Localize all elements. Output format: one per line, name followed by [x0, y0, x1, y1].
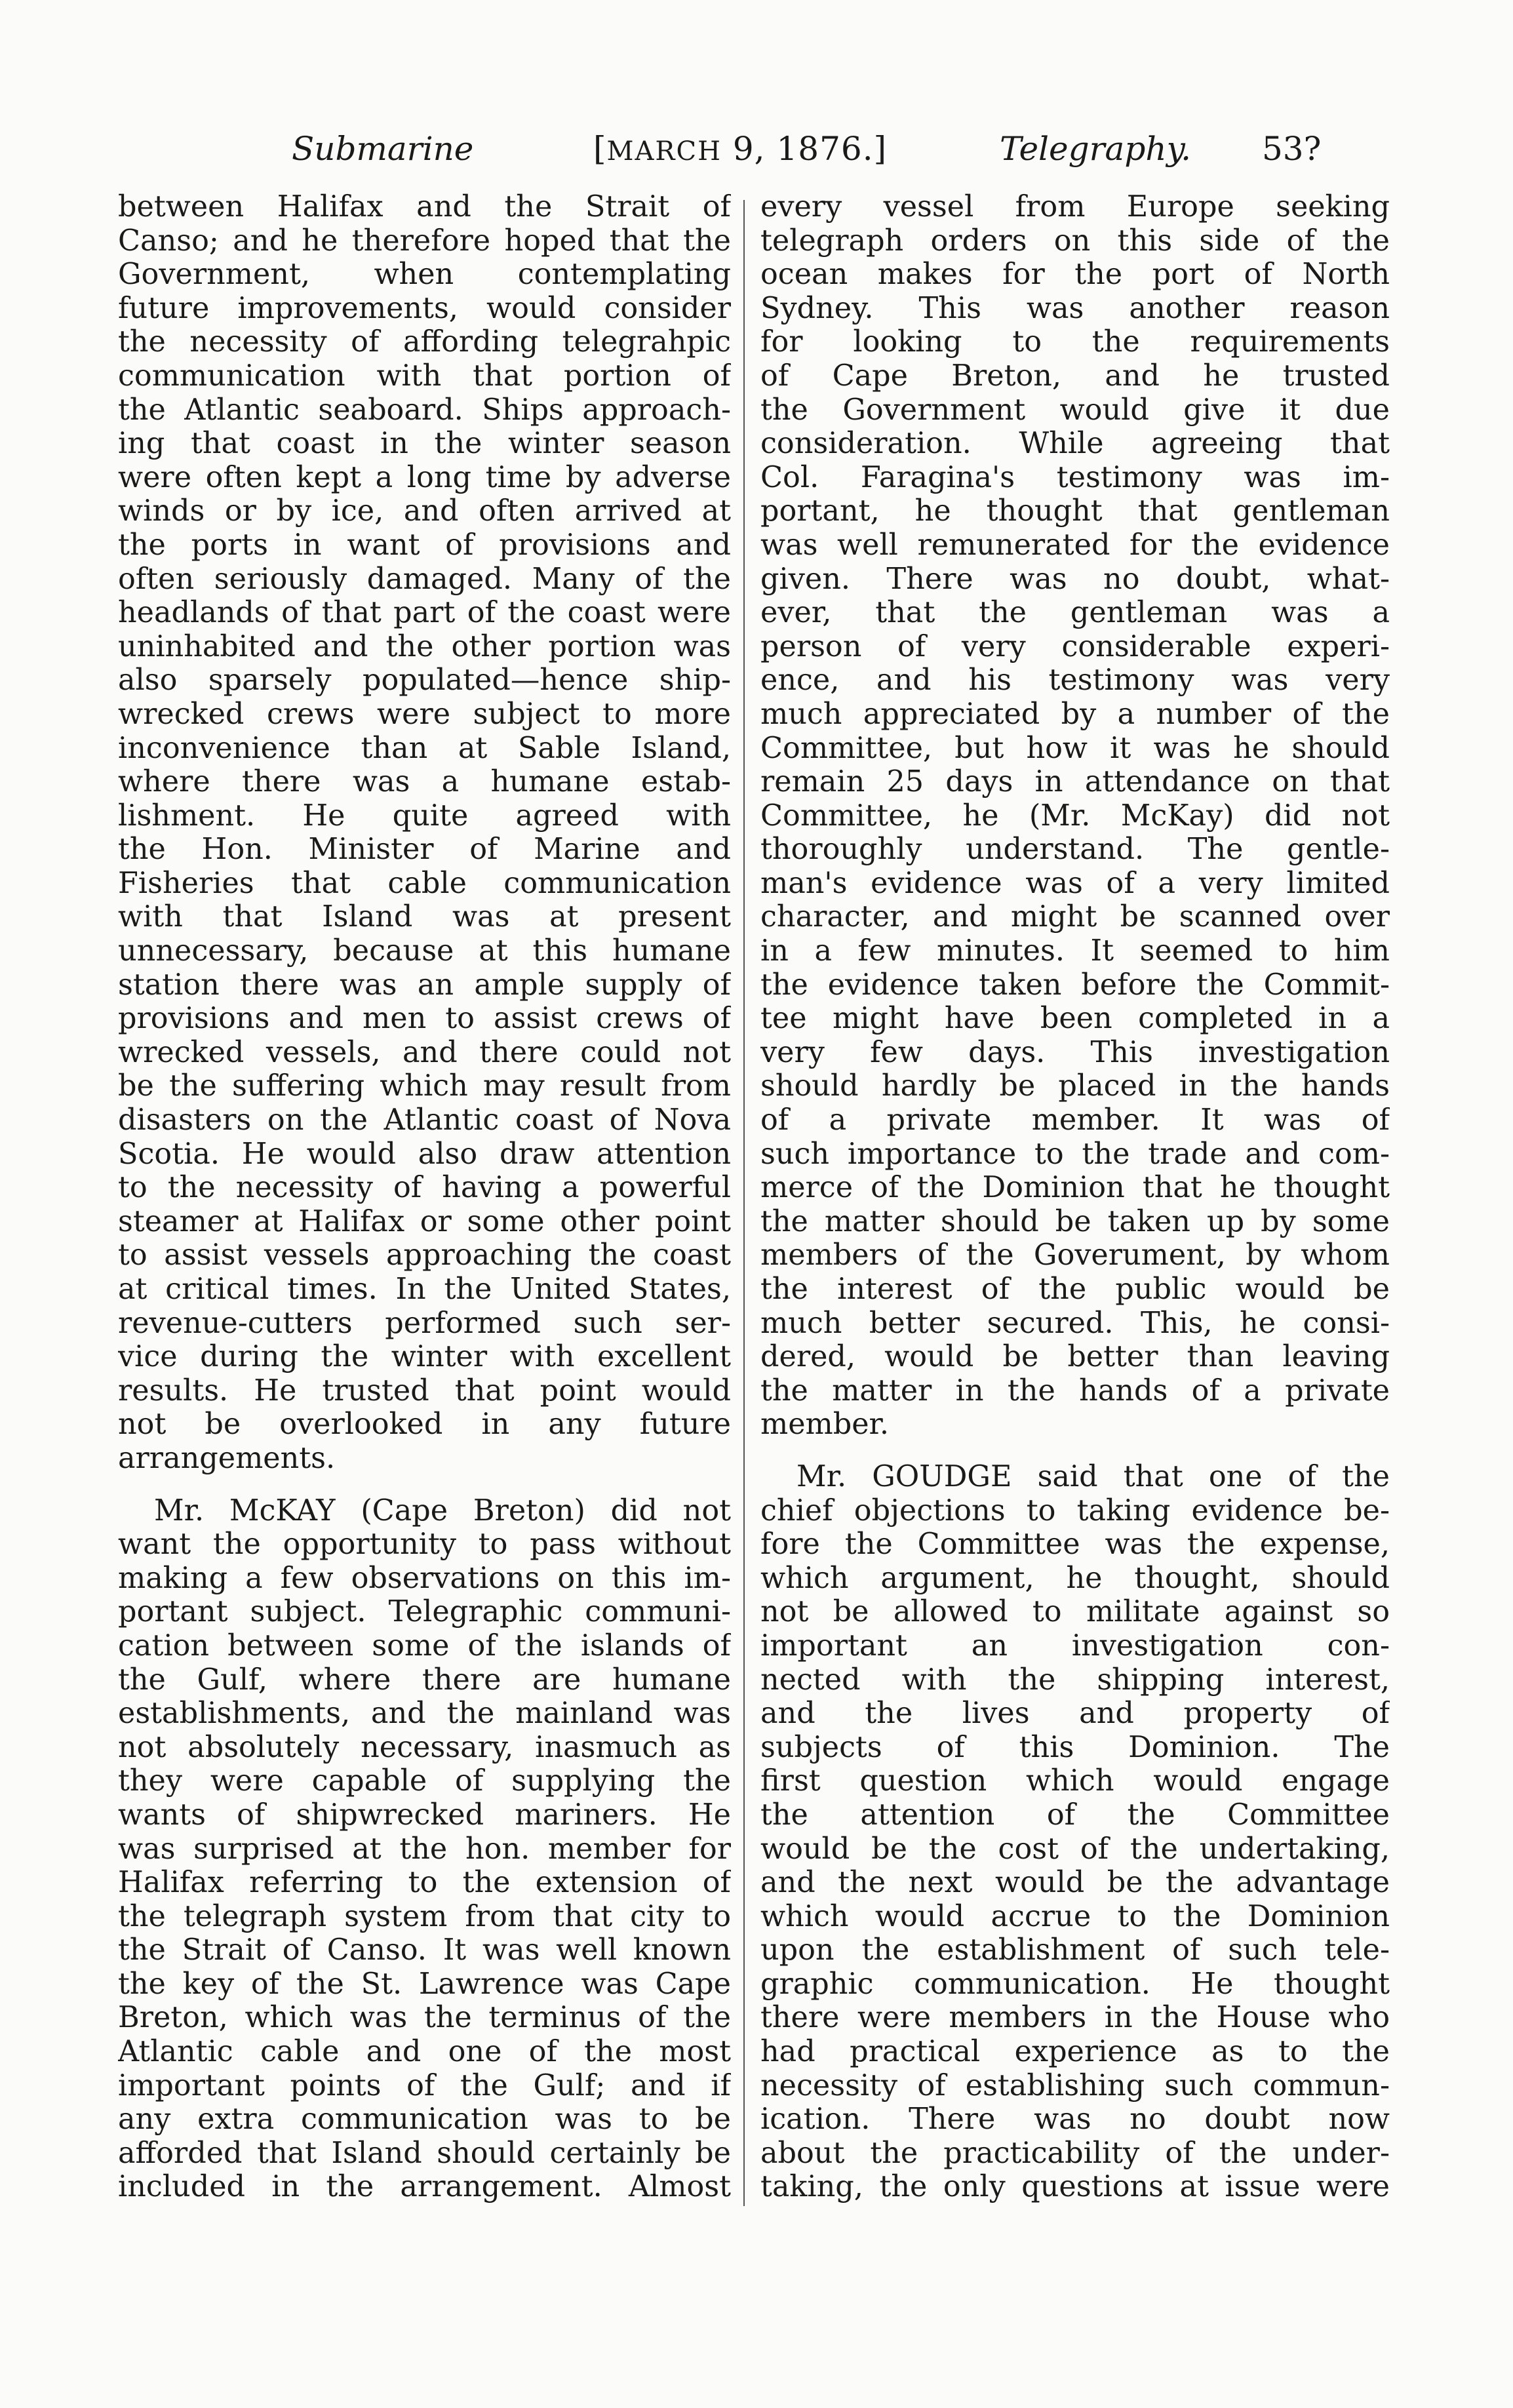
text-line: for looking to the requirements: [760, 325, 1390, 359]
page-header: [0, 130, 1513, 176]
text-line: the Government would give it due: [760, 393, 1390, 427]
text-line: establishments, and the mainland was: [118, 1697, 731, 1731]
text-line: Col. Faragina's testimony was im-: [760, 460, 1390, 494]
text-line: upon the establishment of such tele-: [760, 1933, 1390, 1967]
text-line: member.: [760, 1408, 890, 1442]
text-line: winds or by ice, and often arrived at: [118, 494, 731, 528]
text-line: Sydney. This was another reason: [760, 291, 1390, 325]
text-line: the attention of the Committee: [760, 1798, 1390, 1832]
text-line: person of very considerable experi-: [760, 629, 1390, 663]
text-line: uninhabited and the other portion was: [118, 629, 731, 663]
text-line: subjects of this Dominion. The: [760, 1730, 1390, 1764]
paragraph-gap: [760, 1442, 1390, 1460]
text-line: first question which would engage: [760, 1764, 1390, 1798]
text-line: had practical experience as to the: [760, 2035, 1390, 2069]
text-line: Mr. GOUDGE said that one of the: [796, 1459, 1390, 1493]
text-line: the Atlantic seaboard. Ships approach-: [118, 393, 731, 427]
text-line: nected with the shipping interest,: [760, 1663, 1390, 1697]
text-line: thoroughly understand. The gentle-: [760, 833, 1390, 867]
text-line: dered, would be better than leaving: [760, 1340, 1390, 1374]
text-line: Atlantic cable and one of the most: [118, 2035, 731, 2069]
text-line: every vessel from Europe seeking: [760, 190, 1390, 224]
text-line: Government, when contemplating: [118, 258, 731, 292]
text-line: to the necessity of having a powerful: [118, 1171, 731, 1205]
text-line: important points of the Gulf; and if: [118, 2068, 731, 2102]
text-line: vice during the winter with excellent: [118, 1340, 731, 1374]
text-line: disasters on the Atlantic coast of Nova: [118, 1103, 731, 1137]
text-line: results. He trusted that point would: [118, 1373, 731, 1408]
text-line: taking, the only questions at issue were: [760, 2170, 1390, 2204]
text-line: the Hon. Minister of Marine and: [118, 833, 731, 867]
text-line: revenue-cutters performed such ser-: [118, 1306, 731, 1340]
text-line: in a few minutes. It seemed to him: [760, 934, 1390, 968]
text-line: ever, that the gentleman was a: [760, 596, 1390, 630]
text-line: the interest of the public would be: [760, 1273, 1390, 1306]
text-line: much appreciated by a number of the: [760, 697, 1390, 731]
text-line: necessity of establishing such commun-: [760, 2068, 1390, 2102]
text-line: also sparsely populated—hence ship-: [118, 663, 731, 698]
text-line: not absolutely necessary, inasmuch as: [118, 1730, 731, 1764]
text-line: Fisheries that cable communication: [118, 866, 731, 900]
text-line: not be allowed to militate against so: [760, 1595, 1390, 1629]
text-line: there were members in the House who: [760, 2001, 1390, 2035]
text-line: they were capable of supplying the: [118, 1764, 731, 1798]
text-line: the key of the St. Lawrence was Cape: [118, 1967, 731, 2001]
text-line: not be overlooked in any future: [118, 1408, 731, 1442]
text-line: which argument, he thought, should: [760, 1561, 1390, 1595]
text-line: Halifax referring to the extension of: [118, 1866, 731, 1900]
text-line: the evidence taken before the Commit-: [760, 968, 1390, 1002]
text-line: and the next would be the advantage: [760, 1866, 1390, 1900]
text-line: headlands of that part of the coast were: [118, 596, 731, 630]
text-line: portant subject. Telegraphic communi-: [118, 1595, 731, 1629]
text-line: the necessity of affording telegrahpic: [118, 325, 731, 359]
text-line: would be the cost of the undertaking,: [760, 1832, 1390, 1866]
text-line: future improvements, would consider: [118, 291, 731, 325]
text-line: making a few observations on this im-: [118, 1561, 731, 1595]
text-line: members of the Goverument, by whom: [760, 1238, 1390, 1273]
text-line: portant, he thought that gentleman: [760, 494, 1390, 528]
text-line: any extra communication was to be: [118, 2102, 731, 2137]
text-line: with that Island was at present: [118, 900, 731, 934]
text-line: graphic communication. He thought: [760, 1967, 1390, 2001]
text-line: be the suffering which may result from: [118, 1069, 731, 1103]
paragraph-gap: [118, 1476, 731, 1494]
text-line: of a private member. It was of: [760, 1103, 1390, 1137]
text-line: very few days. This investigation: [760, 1035, 1390, 1069]
text-line: were often kept a long time by adverse: [118, 460, 731, 494]
text-line: man's evidence was of a very limited: [760, 866, 1390, 900]
text-line: ing that coast in the winter season: [118, 427, 731, 461]
text-line: which would accrue to the Dominion: [760, 1899, 1390, 1933]
text-line: wrecked vessels, and there could not: [118, 1035, 731, 1069]
running-head-date: [593, 130, 887, 168]
column-divider: [743, 200, 745, 2206]
text-line: cation between some of the islands of: [118, 1628, 731, 1663]
date-day-year: 9, 1876.]: [721, 130, 888, 168]
text-line: the matter should be taken up by some: [760, 1204, 1390, 1238]
text-line: important an investigation con-: [760, 1628, 1390, 1663]
text-line: remain 25 days in attendance on that: [760, 765, 1390, 799]
text-line: about the practicability of the under-: [760, 2136, 1390, 2170]
text-line: character, and might be scanned over: [760, 900, 1390, 934]
right-column: [760, 190, 1390, 2204]
text-line: such importance to the trade and com-: [760, 1137, 1390, 1171]
text-line: and the lives and property of: [760, 1697, 1390, 1731]
text-line: was well remunerated for the evidence: [760, 528, 1390, 562]
date-month: MARCH: [606, 136, 722, 167]
date-open-bracket: [: [593, 130, 607, 168]
text-line: should hardly be placed in the hands: [760, 1069, 1390, 1103]
text-line: ence, and his testimony was very: [760, 663, 1390, 698]
text-line: Mr. McKAY (Cape Breton) did not: [154, 1493, 731, 1528]
text-line: was surprised at the hon. member for: [118, 1832, 731, 1866]
text-line: ocean makes for the port of North: [760, 258, 1390, 292]
text-line: arrangements.: [118, 1441, 336, 1475]
text-line: Breton, which was the terminus of the: [118, 2001, 731, 2035]
running-head-left: Submarine: [292, 130, 474, 168]
text-line: lishment. He quite agreed with: [118, 799, 731, 833]
text-line: telegraph orders on this side of the: [760, 224, 1390, 258]
text-line: wants of shipwrecked mariners. He: [118, 1798, 731, 1832]
text-line: ication. There was no doubt now: [760, 2102, 1390, 2137]
text-line: where there was a humane estab-: [118, 765, 731, 799]
text-line: consideration. While agreeing that: [760, 427, 1390, 461]
text-line: Scotia. He would also draw attention: [118, 1137, 731, 1171]
text-line: merce of the Dominion that he thought: [760, 1171, 1390, 1205]
text-line: Committee, but how it was he should: [760, 731, 1390, 765]
text-line: of Cape Breton, and he trusted: [760, 359, 1390, 393]
text-line: the telegraph system from that city to: [118, 1899, 731, 1933]
text-line: often seriously damaged. Many of the: [118, 562, 731, 596]
text-line: wrecked crews were subject to more: [118, 697, 731, 731]
text-line: tee might have been completed in a: [760, 1002, 1390, 1036]
text-line: the Strait of Canso. It was well known: [118, 1933, 731, 1967]
text-line: communication with that portion of: [118, 359, 731, 393]
text-line: given. There was no doubt, what-: [760, 562, 1390, 596]
text-line: afforded that Island should certainly be: [118, 2136, 731, 2170]
text-line: provisions and men to assist crews of: [118, 1002, 731, 1036]
text-line: to assist vessels approaching the coast: [118, 1238, 731, 1273]
text-line: at critical times. In the United States,: [118, 1273, 731, 1306]
text-line: much better secured. This, he consi-: [760, 1306, 1390, 1340]
text-line: the Gulf, where there are humane: [118, 1663, 731, 1697]
page-number: 53?: [1262, 130, 1322, 168]
text-line: unnecessary, because at this humane: [118, 934, 731, 968]
text-line: station there was an ample supply of: [118, 968, 731, 1002]
text-line: the matter in the hands of a private: [760, 1373, 1390, 1408]
left-column: [118, 190, 731, 2204]
text-line: steamer at Halifax or some other point: [118, 1204, 731, 1238]
text-line: chief objections to taking evidence be-: [760, 1493, 1390, 1528]
text-line: the ports in want of provisions and: [118, 528, 731, 562]
text-line: inconvenience than at Sable Island,: [118, 731, 731, 765]
text-line: between Halifax and the Strait of: [118, 190, 731, 224]
text-line: Committee, he (Mr. McKay) did not: [760, 799, 1390, 833]
running-head-right: Telegraphy.: [1000, 130, 1192, 168]
text-line: Canso; and he therefore hoped that the: [118, 224, 731, 258]
text-line: included in the arrangement. Almost: [118, 2170, 731, 2204]
text-line: fore the Committee was the expense,: [760, 1528, 1390, 1562]
text-line: want the opportunity to pass without: [118, 1528, 731, 1562]
